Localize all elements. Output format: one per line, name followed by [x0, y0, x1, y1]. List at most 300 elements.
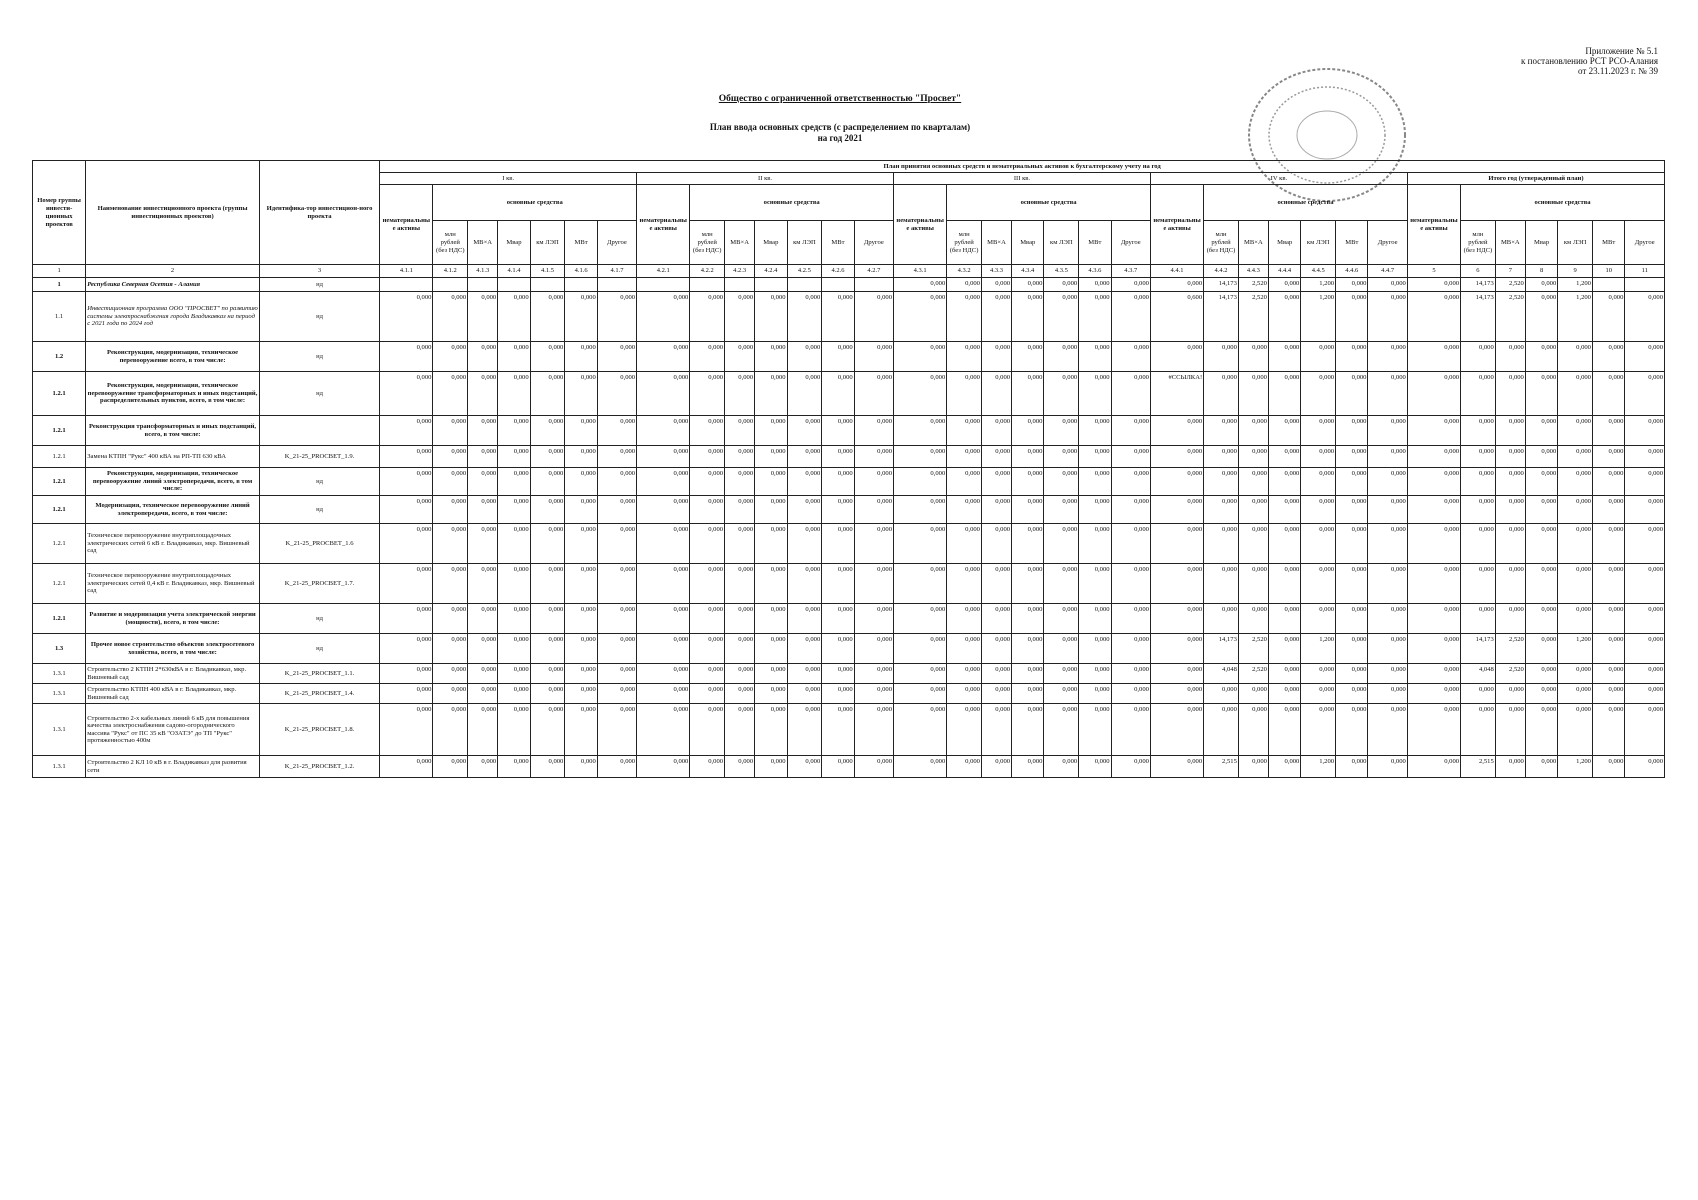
header-unit-mln: млн рублей (без НДС) [433, 221, 468, 265]
row-value: 0,000 [1592, 704, 1624, 756]
header-unit-mva: МВ×А [1495, 221, 1525, 265]
header-fixed-assets: основные средства [433, 185, 637, 221]
header-identifier: Идентифика-тор инвестицион-ного проекта [259, 161, 379, 265]
header-unit-mw: МВт [1336, 221, 1368, 265]
row-value: 0,000 [755, 634, 787, 664]
row-value: 0,000 [1301, 684, 1336, 704]
row-value: 0,000 [787, 372, 822, 416]
header-intangible: нематериальные активы [894, 185, 947, 265]
header-unit-km: км ЛЭП [787, 221, 822, 265]
table-row [33, 604, 1665, 634]
row-value: 0,000 [1204, 604, 1239, 634]
row-value: 1,200 [1558, 292, 1593, 342]
row-value: 0,000 [1407, 292, 1460, 342]
row-value: 0,000 [565, 416, 597, 446]
row-number: 1.2.1 [33, 604, 86, 634]
row-value: 0,000 [468, 684, 498, 704]
row-value: 0,000 [822, 372, 854, 416]
row-value: 0,000 [1558, 416, 1593, 446]
header-unit-mw: МВт [1592, 221, 1624, 265]
column-number: 4.4.4 [1268, 265, 1300, 278]
row-value: 0,000 [894, 564, 947, 604]
row-value: 0,000 [1268, 416, 1300, 446]
row-value: 0,000 [530, 684, 565, 704]
row-identifier: K_21-25_PROCBET_1.6 [259, 524, 379, 564]
row-value: 1,200 [1301, 634, 1336, 664]
column-number: 4.4.5 [1301, 265, 1336, 278]
row-value: 0,000 [1558, 604, 1593, 634]
header-q3: III кв. [894, 173, 1151, 185]
header-unit-mln: млн рублей (без НДС) [690, 221, 725, 265]
row-value: 0,000 [597, 446, 636, 468]
row-identifier: нд [259, 604, 379, 634]
row-value: 0,000 [1238, 756, 1268, 778]
row-value: 0,000 [1407, 524, 1460, 564]
column-number: 4.4.1 [1150, 265, 1203, 278]
row-value: 0,000 [1558, 468, 1593, 496]
row-value: 0,000 [498, 496, 530, 524]
row-value: 0,000 [530, 416, 565, 446]
row-value: 0,000 [1625, 416, 1665, 446]
row-value: 0,000 [380, 468, 433, 496]
row-value: 0,000 [1592, 634, 1624, 664]
header-group-number: Номер группы инвести-ционных проектов [33, 161, 86, 265]
row-value: 0,000 [894, 416, 947, 446]
row-value [755, 278, 787, 292]
row-value: 0,000 [380, 446, 433, 468]
row-value: 0,000 [981, 684, 1011, 704]
column-number: 4.2.3 [725, 265, 755, 278]
row-identifier: нд [259, 372, 379, 416]
row-value: 0,000 [1301, 416, 1336, 446]
row-value: 0,000 [1238, 372, 1268, 416]
row-value: 0,000 [854, 704, 893, 756]
row-value: 0,000 [637, 604, 690, 634]
row-value: 0,000 [1592, 564, 1624, 604]
row-value: 0,000 [854, 684, 893, 704]
row-value: 0,000 [498, 446, 530, 468]
table-row [33, 372, 1665, 416]
row-value: 0,000 [822, 496, 854, 524]
row-value: 0,000 [637, 342, 690, 372]
row-value: 0,000 [1461, 564, 1496, 604]
header-unit-mva: МВ×А [1238, 221, 1268, 265]
row-value: 0,000 [854, 756, 893, 778]
row-number: 1.3.1 [33, 756, 86, 778]
row-value: 0,000 [468, 292, 498, 342]
row-value: 0,000 [1461, 684, 1496, 704]
row-value: 0,000 [1044, 496, 1079, 524]
row-value: 0,000 [468, 372, 498, 416]
row-value: 0,000 [1150, 634, 1203, 664]
row-value: 0,000 [894, 342, 947, 372]
row-value [565, 278, 597, 292]
row-value: 0,000 [530, 372, 565, 416]
row-value: 0,000 [1368, 664, 1407, 684]
row-project-name: Инвестиционная программа ООО "ПРОСВЕТ" по развитию системы электроснабжения города Владикавказ на период с 2021 года по 2024 год [86, 292, 260, 342]
row-value: 0,000 [854, 292, 893, 342]
appendix-note [1521, 46, 1658, 76]
row-value: 0,000 [637, 756, 690, 778]
row-value: 0,000 [690, 604, 725, 634]
row-value: 0,000 [1336, 524, 1368, 564]
row-value: 0,000 [981, 278, 1011, 292]
row-value: 0,000 [1111, 446, 1150, 468]
row-value: 0,000 [1204, 468, 1239, 496]
column-number: 4.3.3 [981, 265, 1011, 278]
row-value: 0,000 [894, 278, 947, 292]
row-value: 0,000 [947, 372, 982, 416]
row-value: 0,000 [1044, 372, 1079, 416]
row-value: 0,000 [530, 604, 565, 634]
column-number: 4.1.7 [597, 265, 636, 278]
header-unit-km: км ЛЭП [1044, 221, 1079, 265]
row-number: 1.3.1 [33, 704, 86, 756]
header-unit-other: Другое [854, 221, 893, 265]
header-q2: II кв. [637, 173, 894, 185]
row-value: 0,000 [1111, 468, 1150, 496]
row-value: 0,000 [755, 524, 787, 564]
row-value: 0,000 [565, 524, 597, 564]
row-value: 2,520 [1238, 664, 1268, 684]
row-value: 0,000 [637, 704, 690, 756]
plan-table-wrapper [32, 160, 1664, 778]
row-value: 0,000 [1204, 496, 1239, 524]
row-value: 0,000 [981, 756, 1011, 778]
table-row [33, 524, 1665, 564]
row-value: 0,000 [725, 684, 755, 704]
row-value: 0,000 [854, 446, 893, 468]
row-value: 0,000 [1079, 446, 1111, 468]
row-value: 0,000 [1525, 604, 1557, 634]
row-value: 0,000 [1150, 468, 1203, 496]
row-project-name: Республика Северная Осетия - Алания [86, 278, 260, 292]
header-unit-other: Другое [1368, 221, 1407, 265]
row-value: 0,000 [597, 292, 636, 342]
row-value: 0,000 [637, 634, 690, 664]
row-value: 0,000 [1111, 634, 1150, 664]
row-value: 0,000 [1525, 756, 1557, 778]
row-value [380, 278, 433, 292]
row-number: 1.2.1 [33, 446, 86, 468]
row-value: 0,000 [1407, 604, 1460, 634]
row-value: 0,000 [468, 664, 498, 684]
row-value: 0,000 [1150, 342, 1203, 372]
row-value: 0,000 [822, 446, 854, 468]
row-value: 0,000 [690, 704, 725, 756]
row-value: 0,000 [725, 496, 755, 524]
row-value: 0,000 [468, 604, 498, 634]
row-value: 0,000 [894, 446, 947, 468]
row-value: 0,000 [894, 634, 947, 664]
row-value: 0,000 [1111, 756, 1150, 778]
row-value: 2,520 [1495, 278, 1525, 292]
row-value: 0,000 [468, 524, 498, 564]
row-project-name: Техническое перевооружение внутриплощадочных электрических сетей 6 кВ г. Владикавказ, мкр. Вишневый сад [86, 524, 260, 564]
row-value: 0,000 [1044, 416, 1079, 446]
row-value: 2,520 [1495, 634, 1525, 664]
row-value: 0,000 [725, 564, 755, 604]
row-value: 0,000 [530, 496, 565, 524]
row-value: 0,000 [690, 684, 725, 704]
row-value: 0,000 [1012, 342, 1044, 372]
row-value: 0,000 [787, 342, 822, 372]
table-row [33, 416, 1665, 446]
row-value: 0,000 [690, 468, 725, 496]
row-value: 0,000 [1368, 604, 1407, 634]
row-value: 0,000 [981, 372, 1011, 416]
row-value: 0,000 [1044, 604, 1079, 634]
column-number: 6 [1461, 265, 1496, 278]
row-value: 0,000 [1525, 684, 1557, 704]
row-value: 0,000 [1336, 292, 1368, 342]
row-value: 0,000 [947, 468, 982, 496]
row-value [597, 278, 636, 292]
row-value: 0,000 [1336, 704, 1368, 756]
row-value: 0,000 [1368, 278, 1407, 292]
row-project-name: Строительство КТПН 400 кВА в г. Владикавказ, мкр. Вишневый сад [86, 684, 260, 704]
row-value: 0,000 [822, 684, 854, 704]
row-value: 0,000 [1625, 664, 1665, 684]
table-row [33, 684, 1665, 704]
row-value: 0,000 [1336, 664, 1368, 684]
row-value: 0,000 [1238, 604, 1268, 634]
row-project-name: Строительство 2 КЛ 10 кВ в г. Владикавказ для развития сети [86, 756, 260, 778]
row-value: 0,000 [1625, 684, 1665, 704]
row-value: 0,000 [597, 664, 636, 684]
column-number: 1 [33, 265, 86, 278]
row-value: 0,000 [894, 292, 947, 342]
row-value: 0,000 [1592, 604, 1624, 634]
column-number: 4.2.7 [854, 265, 893, 278]
row-value: 0,000 [1238, 446, 1268, 468]
row-value: 0,000 [380, 372, 433, 416]
row-value: 0,000 [981, 664, 1011, 684]
plan-title-line-2: на год 2021 [817, 133, 863, 143]
row-value: 0,000 [725, 756, 755, 778]
row-project-name: Реконструкция, модернизация, техническое перевооружение трансформаторных и иных подстанций, распределительных пунктов, всего, в том числе: [86, 372, 260, 416]
row-value: 0,000 [1592, 684, 1624, 704]
row-value: 0,000 [1150, 496, 1203, 524]
row-value: 0,000 [380, 564, 433, 604]
row-value: 0,000 [1111, 496, 1150, 524]
row-value: 0,000 [433, 604, 468, 634]
table-row [33, 342, 1665, 372]
column-number: 2 [86, 265, 260, 278]
row-value: 0,000 [854, 416, 893, 446]
row-value: 0,000 [1336, 684, 1368, 704]
row-value: 0,000 [1558, 446, 1593, 468]
header-unit-mvar: Мвар [1525, 221, 1557, 265]
row-value: 0,000 [1592, 468, 1624, 496]
row-value: 0,000 [1111, 292, 1150, 342]
column-number: 4.2.2 [690, 265, 725, 278]
row-value: 0,000 [1079, 278, 1111, 292]
header-q1: I кв. [380, 173, 637, 185]
row-value: 0,000 [1268, 564, 1300, 604]
row-value: 0,000 [1044, 446, 1079, 468]
row-value: 0,000 [433, 416, 468, 446]
row-value: 0,000 [725, 292, 755, 342]
row-value: 0,000 [822, 292, 854, 342]
row-value: 0,000 [1368, 684, 1407, 704]
row-value: 0,000 [725, 416, 755, 446]
column-number: 4.3.1 [894, 265, 947, 278]
row-number: 1.2.1 [33, 564, 86, 604]
header-unit-other: Другое [1625, 221, 1665, 265]
row-value: 0,000 [1525, 664, 1557, 684]
row-value: 0,000 [1044, 342, 1079, 372]
row-value: 0,000 [1268, 496, 1300, 524]
row-value: 0,000 [1044, 704, 1079, 756]
column-number: 4.1.6 [565, 265, 597, 278]
row-value: 0,000 [1336, 634, 1368, 664]
row-value: 0,000 [822, 664, 854, 684]
row-value: 0,000 [380, 704, 433, 756]
row-value: 0,000 [530, 664, 565, 684]
row-value: 0,000 [1592, 756, 1624, 778]
row-value: 0,000 [1268, 342, 1300, 372]
row-value: 0,000 [1111, 524, 1150, 564]
row-value: 0,000 [822, 468, 854, 496]
row-identifier: K_21-25_PROCBET_1.8. [259, 704, 379, 756]
row-value: 0,000 [1079, 604, 1111, 634]
row-value: 0,000 [1495, 564, 1525, 604]
row-value: 0,000 [787, 446, 822, 468]
row-value: 0,000 [725, 372, 755, 416]
row-value: 0,000 [1625, 704, 1665, 756]
row-value: 0,000 [947, 704, 982, 756]
header-intangible: нематериальные активы [380, 185, 433, 265]
row-value: 0,000 [530, 342, 565, 372]
row-number: 1 [33, 278, 86, 292]
row-value: 0,000 [755, 468, 787, 496]
row-value: 0,000 [1592, 416, 1624, 446]
row-value: 0,000 [854, 342, 893, 372]
row-identifier: нд [259, 496, 379, 524]
row-value: 0,000 [1407, 342, 1460, 372]
row-value: 0,000 [1525, 372, 1557, 416]
row-value: 0,000 [1301, 524, 1336, 564]
column-number: 4.2.6 [822, 265, 854, 278]
row-value: 0,000 [1204, 446, 1239, 468]
row-value: 0,000 [1558, 496, 1593, 524]
row-value: 0,000 [854, 634, 893, 664]
row-value: 0,000 [380, 756, 433, 778]
row-value: 0,000 [1301, 604, 1336, 634]
row-value: 0,600 [1150, 292, 1203, 342]
column-number: 7 [1495, 265, 1525, 278]
row-value: 0,000 [822, 704, 854, 756]
row-value: 0,000 [530, 468, 565, 496]
row-value: 0,000 [433, 664, 468, 684]
row-value: 0,000 [1012, 278, 1044, 292]
row-value: 0,000 [1368, 564, 1407, 604]
row-value: 0,000 [498, 416, 530, 446]
row-value: 0,000 [1268, 756, 1300, 778]
row-value: 0,000 [1044, 278, 1079, 292]
column-number: 4.3.4 [1012, 265, 1044, 278]
row-value: 0,000 [1012, 684, 1044, 704]
row-value: 0,000 [1012, 664, 1044, 684]
row-value: 0,000 [1525, 496, 1557, 524]
row-value [498, 278, 530, 292]
row-value: 0,000 [597, 496, 636, 524]
table-row [33, 468, 1665, 496]
header-unit-mva: МВ×А [981, 221, 1011, 265]
row-value: 0,000 [637, 372, 690, 416]
row-identifier: нд [259, 634, 379, 664]
row-value: 0,000 [1301, 446, 1336, 468]
header-unit-mw: МВт [565, 221, 597, 265]
row-value: 0,000 [822, 564, 854, 604]
plan-title-line-1: План ввода основных средств (с распределением по кварталам) [709, 122, 971, 132]
column-number: 4.1.1 [380, 265, 433, 278]
row-value: 0,000 [1268, 664, 1300, 684]
row-value: 0,000 [690, 634, 725, 664]
row-value [690, 278, 725, 292]
row-value [822, 278, 854, 292]
row-value: 0,000 [498, 604, 530, 634]
row-value: 0,000 [1625, 564, 1665, 604]
row-value: 0,000 [1495, 604, 1525, 634]
row-value: 0,000 [1368, 292, 1407, 342]
row-value: 0,000 [1079, 372, 1111, 416]
row-value: 0,000 [981, 342, 1011, 372]
row-value: 0,000 [380, 604, 433, 634]
row-value: 0,000 [947, 604, 982, 634]
row-value: 0,000 [433, 468, 468, 496]
row-value: 1,200 [1558, 634, 1593, 664]
row-identifier: нд [259, 342, 379, 372]
row-value: 14,173 [1461, 292, 1496, 342]
row-value: 0,000 [894, 496, 947, 524]
row-value: 0,000 [468, 468, 498, 496]
row-value: 2,520 [1495, 292, 1525, 342]
header-intangible: нематериальные активы [1407, 185, 1460, 265]
row-value: 0,000 [1204, 684, 1239, 704]
row-value: 0,000 [1150, 278, 1203, 292]
row-value: 0,000 [433, 684, 468, 704]
row-project-name: Развитие и модернизация учета электрической энергии (мощности), всего, в том числе: [86, 604, 260, 634]
row-value: 0,000 [597, 756, 636, 778]
row-value: 0,000 [894, 524, 947, 564]
row-value: 2,520 [1495, 664, 1525, 684]
row-value: 0,000 [1268, 704, 1300, 756]
row-value: 0,000 [1525, 446, 1557, 468]
row-value: 0,000 [1079, 342, 1111, 372]
row-value: 0,000 [1012, 446, 1044, 468]
row-value: 0,000 [1012, 468, 1044, 496]
header-unit-mvar: Мвар [498, 221, 530, 265]
row-value: 0,000 [1111, 342, 1150, 372]
row-number: 1.1 [33, 292, 86, 342]
header-fixed-assets: основные средства [947, 185, 1151, 221]
row-value: 0,000 [1079, 634, 1111, 664]
column-number: 4.2.1 [637, 265, 690, 278]
header-unit-mw: МВт [822, 221, 854, 265]
row-identifier: K_21-25_PROCBET_1.7. [259, 564, 379, 604]
row-identifier: нд [259, 278, 379, 292]
row-value: 0,000 [597, 372, 636, 416]
row-value [1625, 278, 1665, 292]
row-value: 0,000 [981, 416, 1011, 446]
row-value: 0,000 [1592, 446, 1624, 468]
row-value: 0,000 [1407, 756, 1460, 778]
row-value: 0,000 [1495, 524, 1525, 564]
row-value: 0,000 [1044, 684, 1079, 704]
row-value [433, 278, 468, 292]
